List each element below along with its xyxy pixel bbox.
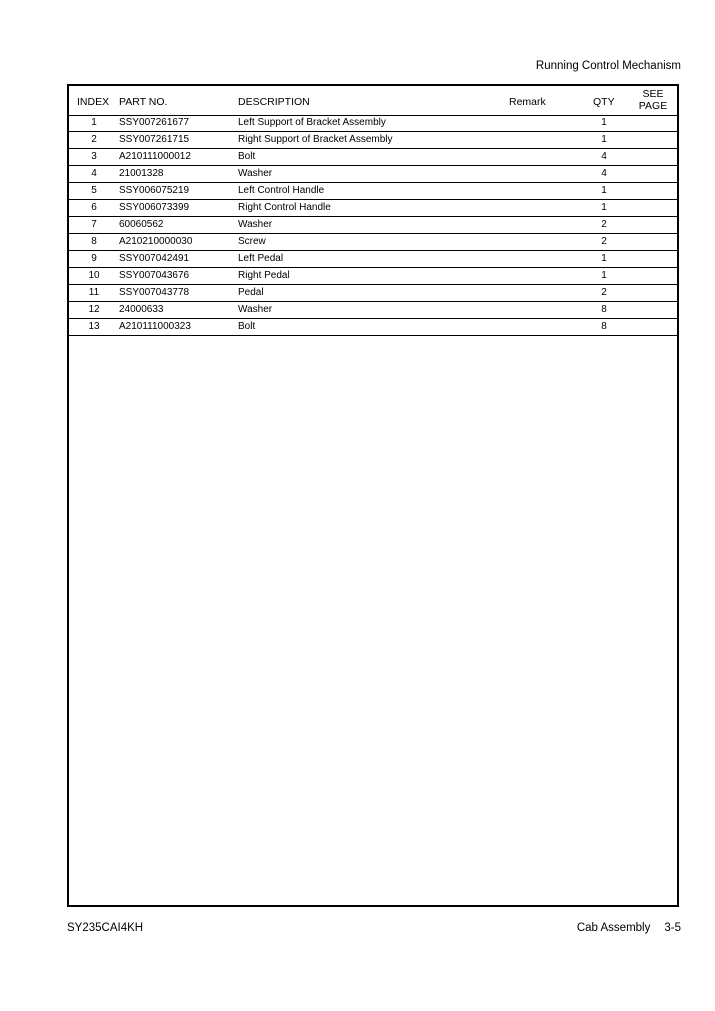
column-header-see-page xyxy=(631,88,675,112)
table-body xyxy=(69,115,677,336)
cell-qty: 1 xyxy=(601,202,607,213)
cell-description: Screw xyxy=(238,236,266,247)
cell-index: 3 xyxy=(91,151,97,162)
see-page-line-2: PAGE xyxy=(638,100,668,112)
cell-part-no: SSY006075219 xyxy=(119,185,190,196)
cell-description: Left Support of Bracket Assembly xyxy=(238,117,386,128)
table-row xyxy=(69,285,677,302)
cell-part-no: A210210000030 xyxy=(119,236,193,247)
cell-index: 12 xyxy=(88,304,100,315)
footer-page-info xyxy=(577,922,681,934)
cell-qty: 2 xyxy=(601,287,607,298)
cell-index: 1 xyxy=(91,117,97,128)
cell-index: 9 xyxy=(91,253,97,264)
cell-description: Bolt xyxy=(238,151,256,162)
cell-index: 4 xyxy=(91,168,97,179)
cell-description: Washer xyxy=(238,219,273,230)
footer-model: SY235CAI4KH xyxy=(67,922,144,934)
cell-description: Washer xyxy=(238,304,273,315)
cell-qty: 2 xyxy=(601,236,607,247)
cell-description: Bolt xyxy=(238,321,256,332)
cell-part-no: A210111000323 xyxy=(119,321,191,332)
cell-part-no: 24000633 xyxy=(119,304,164,315)
table-row xyxy=(69,132,677,149)
footer-section: Cab Assembly xyxy=(576,922,651,934)
cell-description: Right Pedal xyxy=(238,270,290,281)
table-row xyxy=(69,234,677,251)
see-page-line-1: SEE xyxy=(642,88,664,100)
cell-qty: 4 xyxy=(601,168,607,179)
table-row xyxy=(69,251,677,268)
cell-index: 7 xyxy=(91,219,97,230)
cell-qty: 1 xyxy=(601,253,607,264)
cell-index: 13 xyxy=(88,321,100,332)
cell-part-no: SSY007261715 xyxy=(119,134,190,145)
cell-description: Left Control Handle xyxy=(238,185,325,196)
cell-qty: 8 xyxy=(601,304,607,315)
table-row xyxy=(69,115,677,132)
cell-description: Left Pedal xyxy=(238,253,284,264)
cell-qty: 1 xyxy=(601,270,607,281)
cell-part-no: SSY007261677 xyxy=(119,117,190,128)
cell-qty: 1 xyxy=(601,134,607,145)
table-row xyxy=(69,166,677,183)
section-title: Running Control Mechanism xyxy=(535,60,681,72)
column-header-qty: QTY xyxy=(593,96,615,108)
cell-part-no: SSY007042491 xyxy=(119,253,190,264)
cell-index: 6 xyxy=(91,202,97,213)
cell-description: Washer xyxy=(238,168,273,179)
column-header-remark: Remark xyxy=(509,96,546,108)
table-row xyxy=(69,183,677,200)
cell-description: Pedal xyxy=(238,287,264,298)
table-row xyxy=(69,149,677,166)
footer-page-number: 3-5 xyxy=(664,922,681,934)
table-row xyxy=(69,268,677,285)
cell-qty: 2 xyxy=(601,219,607,230)
column-header-description: DESCRIPTION xyxy=(238,96,310,108)
cell-part-no: 60060562 xyxy=(119,219,164,230)
cell-index: 10 xyxy=(88,270,100,281)
cell-part-no: SSY006073399 xyxy=(119,202,190,213)
cell-part-no: SSY007043676 xyxy=(119,270,190,281)
table-row xyxy=(69,200,677,217)
cell-index: 2 xyxy=(91,134,97,145)
cell-part-no: SSY007043778 xyxy=(119,287,190,298)
cell-part-no: 21001328 xyxy=(119,168,164,179)
cell-index: 5 xyxy=(91,185,97,196)
cell-qty: 1 xyxy=(601,117,607,128)
table-row xyxy=(69,217,677,234)
table-row xyxy=(69,319,677,336)
column-header-part-no: PART NO. xyxy=(119,96,168,108)
cell-index: 11 xyxy=(88,287,100,298)
cell-part-no: A210111000012 xyxy=(119,151,191,162)
cell-qty: 1 xyxy=(601,185,607,196)
cell-index: 8 xyxy=(91,236,97,247)
table-header xyxy=(69,86,677,116)
cell-qty: 4 xyxy=(601,151,607,162)
column-header-index: INDEX xyxy=(77,96,110,108)
parts-table xyxy=(67,84,679,907)
cell-qty: 8 xyxy=(601,321,607,332)
table-row xyxy=(69,302,677,319)
cell-description: Right Support of Bracket Assembly xyxy=(238,134,393,145)
cell-description: Right Control Handle xyxy=(238,202,331,213)
